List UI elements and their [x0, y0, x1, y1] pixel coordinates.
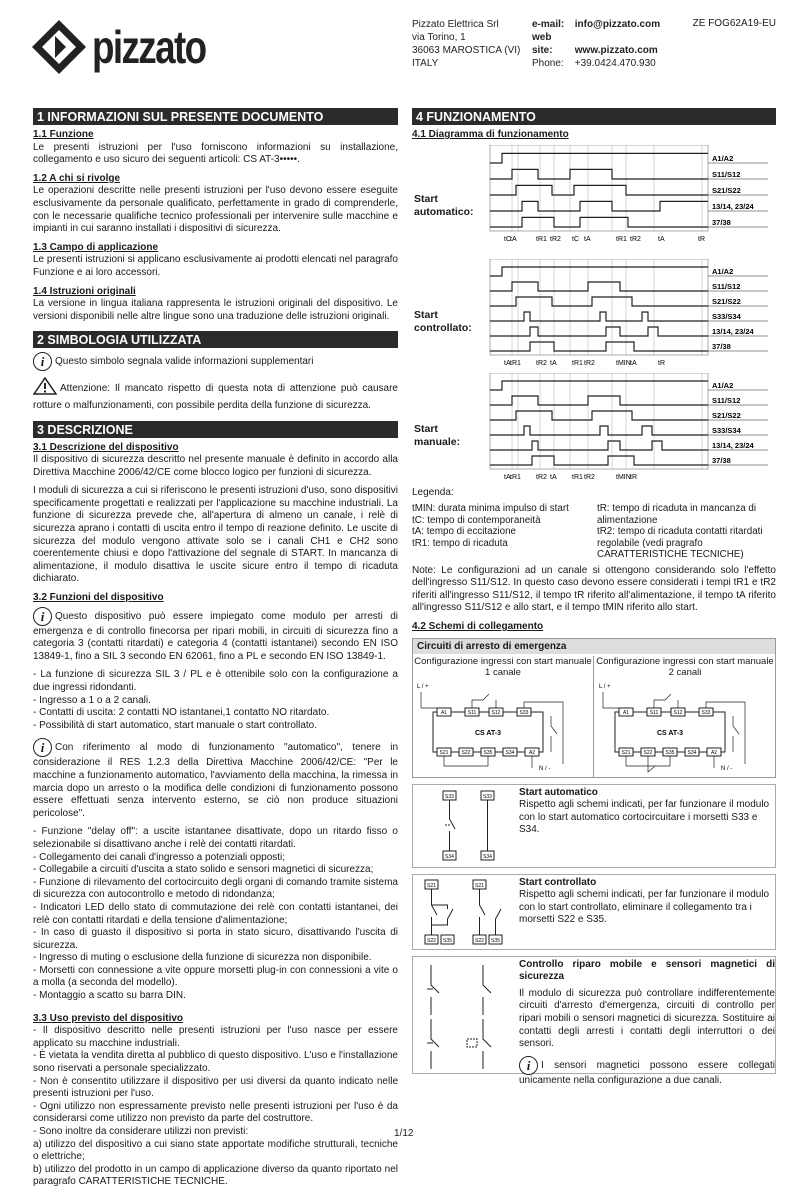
- signal-trace: [490, 426, 708, 435]
- signal-label: S21/S22: [712, 185, 741, 195]
- start-button-contact: [551, 716, 557, 752]
- term-s34: S34: [483, 853, 492, 860]
- signal-label: A1/A2: [712, 380, 734, 390]
- time-tick-label: tA: [504, 473, 511, 481]
- terminal-label: S11: [649, 709, 659, 716]
- wire: [603, 692, 626, 708]
- supply-plus-label: L / +: [417, 683, 429, 690]
- guard-sensors-info: I sensori magnetici possono essere collegati unicamente nella configurazione a due canali.: [519, 1059, 775, 1086]
- time-tick-label: tMIN: [616, 473, 631, 481]
- timing-diagram-manual: [412, 373, 776, 485]
- wiring-schematic-2: [595, 678, 775, 776]
- list-item: - Funzione "delay off": a uscite istantanee disattivate, dopo un ritardo fisso o selezionabile si disattivano anche i relè dei contatti ritardati.: [33, 826, 398, 850]
- time-tick-label: tR1: [572, 473, 583, 481]
- list-item: - Ingresso di muting o esclusione della funzione di sicurezza non disponibile.: [33, 952, 372, 964]
- terminal-label: A2: [710, 749, 718, 756]
- wire: [472, 694, 496, 708]
- diagram-label-line1: Start: [414, 308, 438, 321]
- terminal-label: S34: [687, 749, 697, 756]
- list-item: - Possibilità di start automatico, start manuale o start controllato.: [33, 719, 318, 731]
- para-3-1a: Il dispositivo di sicurezza descritto nel presente manuale è definito in accordo alla Direttiva Macchine 2006/42/CE come blocco logico per funzioni di sicurezza.: [33, 454, 398, 478]
- company-address: [412, 18, 520, 70]
- heading-4-2: 4.2 Schemi di collegamento: [412, 621, 544, 633]
- company-city: 36063 MAROSTICA (VI): [412, 45, 521, 56]
- term-s33: S33: [445, 793, 454, 800]
- timing-diagram-auto: [412, 145, 776, 257]
- time-tick-label: tR1: [510, 359, 521, 367]
- terminal-label: S21: [621, 749, 631, 756]
- time-tick-label: tA: [510, 235, 517, 243]
- info-icon: i: [33, 738, 52, 757]
- terminal-label: A1: [622, 709, 630, 716]
- info-icon: i: [33, 352, 52, 371]
- diagram-frame: [490, 145, 708, 231]
- list-item: - Indicatori LED dello stato di commutazione dei relè con contatti istantanei, dei relè con contatti ritardati e della tensione d'alimentazione;: [33, 901, 398, 926]
- module-label: CS AT-3: [474, 729, 502, 737]
- legend-item: tA: tempo di eccitazione: [412, 526, 517, 538]
- para-3-1b: I moduli di sicurezza a cui si riferiscono le presenti istruzioni d'uso, sono dispositivi specificamente progettati e realizzati per l'applicazione su macchine industriali. La funzione di sicurezza prevede che, all'apertura di almeno un canale, i relè di sicurezza aprano i contatti di uscita entro il tempo di reazione definito. Le uscite di sicurezza del modulo vengono attivate solo se i canali CH1 e CH2 sono coerentemente chiusi e dopo l'attivazione del segnale di START. In mancanza di alimentazione, il modulo disattiva le uscite sicure entro il tempo di ricaduta dichiarato.: [33, 485, 398, 585]
- start-controlled-title: Start controllato: [519, 876, 597, 888]
- para-1-4: La versione in lingua italiana rappresenta le istruzioni originali del dispositivo. Le versioni disponibili nelle altre lingue sono una traduzione delle istruzioni originali.: [33, 298, 398, 322]
- company-country: ITALY: [412, 58, 439, 69]
- wire: [648, 756, 655, 772]
- circuit-title: Circuiti di arresto di emergenza: [413, 639, 775, 654]
- list-item: - Montaggio a scatto su barra DIN.: [33, 990, 186, 1002]
- terminal-label: S35: [483, 749, 493, 756]
- page-number: 1/12: [394, 1128, 414, 1139]
- config-2-title: Configurazione ingressi con start manuale: [596, 655, 774, 667]
- heading-3-1: 3.1 Descrizione del dispositivo: [33, 441, 179, 453]
- box-start-controlled: [412, 874, 776, 950]
- terminal-label: S22: [643, 749, 653, 756]
- section-3-title: 3 DESCRIZIONE: [33, 421, 398, 438]
- legend-item: tC: tempo di contemporaneità: [412, 514, 541, 526]
- list-item: a) utilizzo del dispositivo a cui siano state apportate modifiche strutturali, tecniche o elettriche;: [33, 1138, 398, 1163]
- list-item: - Ingresso a 1 o a 2 canali.: [33, 694, 151, 706]
- signal-label: S11/S12: [712, 395, 741, 405]
- signal-label: S11/S12: [712, 281, 741, 291]
- signal-label: S11/S12: [712, 169, 741, 179]
- time-tick-label: tR1: [616, 235, 627, 243]
- diagram-label-line1: Start: [414, 422, 438, 435]
- list-item: - È vietata la vendita diretta al pubblico di questo dispositivo. L'uso e l'installazione sono riservati a personale specializzato.: [33, 1050, 398, 1075]
- diagram-label-line2: controllato:: [414, 321, 472, 334]
- box-start-auto: [412, 784, 776, 868]
- right-column: [412, 108, 776, 1086]
- timing-svg: [412, 373, 776, 485]
- time-tick-label: tR2: [630, 235, 641, 243]
- list-item: - Funzione di rilevamento del cortocircuito degli organi di comando tramite sistema di sicurezza con autocontrollo e metodo di ridondanza;: [33, 876, 398, 901]
- signal-label: A1/A2: [712, 266, 734, 276]
- terminal-label: S11: [467, 709, 477, 716]
- legend-item: tR2: tempo di ricaduta contatti ritardati regolabile (vedi pragrafo CARATTERISTICHE TECNICHE): [597, 526, 763, 561]
- term-s21: S21: [427, 882, 436, 889]
- timing-svg: [412, 145, 776, 257]
- terminal-label: S22: [461, 749, 471, 756]
- legend-item: tR: tempo di ricaduta in mancanza di alimentazione: [597, 503, 757, 526]
- signal-label: 13/14, 23/24: [712, 326, 754, 336]
- term-s35: S35: [491, 937, 500, 944]
- config-1-subtitle: 1 canale: [485, 666, 521, 678]
- para-3-2a: Questo dispositivo può essere impiegato come modulo per arresti di emergenza e di controllo finecorsa per ripari mobili, in circuiti di sicurezza fino a categoria 3 (contatti ritardati) e categoria 4 (contatti istantanei) secondo EN ISO 13849-1, fino a SIL 3 secondo EN 62061, fino a PL e secondo EN ISO 13849-1.: [33, 610, 398, 662]
- config-1-channel: [413, 656, 594, 778]
- signal-trace: [490, 342, 708, 351]
- phone-number: +39.0424.470.930: [574, 58, 656, 69]
- time-tick-label: tA: [584, 235, 591, 243]
- section-2-title: 2 SIMBOLOGIA UTILIZZATA: [33, 331, 398, 348]
- section-1-title: 1 INFORMAZIONI SUL PRESENTE DOCUMENTO: [33, 108, 398, 125]
- legend-item: tR1: tempo di ricaduta: [412, 537, 508, 549]
- info-icon: i: [33, 607, 52, 626]
- heading-1-4: 1.4 Istruzioni originali: [33, 285, 136, 297]
- time-tick-label: tR2: [550, 235, 561, 243]
- signal-label: 13/14, 23/24: [712, 440, 754, 450]
- terminal-label: A1: [440, 709, 448, 716]
- term-s22: S22: [427, 937, 436, 944]
- wire: [654, 694, 678, 708]
- diagram-frame: [490, 373, 708, 469]
- web-label: web site:: [532, 32, 553, 56]
- time-tick-label: tC: [572, 235, 579, 243]
- start-button-contact: [733, 716, 739, 752]
- signal-trace: [490, 411, 708, 420]
- heading-4-1: 4.1 Diagramma di funzionamento: [412, 129, 569, 140]
- company-contact: [532, 18, 660, 70]
- list-item: - Sono inoltre da considerare utilizzi non previsti:: [33, 1126, 249, 1137]
- time-tick-label: tR: [630, 473, 637, 481]
- signal-trace: [490, 297, 708, 306]
- terminal-label: S21: [439, 749, 449, 756]
- diagram-label-line2: manuale:: [414, 435, 461, 448]
- config-1-title: Configurazione ingressi con start manuale: [414, 655, 592, 667]
- terminal-label: S34: [505, 749, 515, 756]
- signal-trace: [490, 153, 708, 163]
- section-4-title: 4 FUNZIONAMENTO: [412, 108, 776, 125]
- heading-3-2: 3.2 Funzioni del dispositivo: [33, 592, 164, 604]
- signal-trace: [490, 267, 708, 276]
- signal-trace: [490, 282, 708, 291]
- terminal-label: S35: [665, 749, 675, 756]
- email-label: e-mail:: [532, 19, 565, 30]
- company-name: Pizzato Elettrica Srl: [412, 19, 499, 30]
- time-tick-label: tR2: [536, 359, 547, 367]
- intended-use-list: [33, 1025, 398, 1189]
- term-s35: S35: [443, 937, 452, 944]
- list-item: - Collegabile a circuiti d'uscita a stato solido e sensori magnetici di sicurezza;: [33, 864, 374, 876]
- signal-label: S21/S22: [712, 296, 741, 306]
- time-tick-label: tR2: [584, 473, 595, 481]
- signal-label: S21/S22: [712, 410, 741, 420]
- start-controlled-schematic: [413, 875, 513, 949]
- list-item: - Contatti di uscita: 2 contatti NO istantanei,1 contatto NO ritardato.: [33, 707, 330, 719]
- signal-trace: [490, 327, 708, 336]
- emergency-circuits-panel: [412, 638, 776, 778]
- para-1-2: Le operazioni descritte nelle presenti istruzioni per l'uso devono essere eseguite esclusivamente da personale qualificato, perfettamente in grado di comprenderle, con le necessarie qualifiche tecnico professionali per intervenire sulle macchine e impianti in cui saranno installati i dispositivi di sicurezza.: [33, 185, 398, 235]
- terminal-label: S12: [491, 709, 501, 716]
- signal-label: 37/38: [712, 455, 731, 465]
- term-s22: S22: [475, 937, 484, 944]
- list-item: - In caso di guasto il dispositivo si porta in stato sicuro, disattivando l'uscita di sicurezza.: [33, 927, 398, 951]
- list-item: - Collegamento dei canali d'ingresso a potenziali opposti;: [33, 851, 286, 863]
- wiring-schematic-1: [413, 678, 594, 776]
- signal-label: S33/S34: [712, 311, 741, 321]
- supply-minus-label: N / -: [539, 765, 551, 772]
- time-tick-label: tR1: [510, 473, 521, 481]
- config-2-channel: [595, 656, 775, 779]
- heading-1-3: 1.3 Campo di applicazione: [33, 241, 159, 253]
- heading-1-1: 1.1 Funzione: [33, 129, 94, 140]
- time-tick-label: tR1: [536, 235, 547, 243]
- list-item: - Non è consentito utilizzare il dispositivo per usi diversi da quanto indicato nelle presenti istruzioni per l'uso.: [33, 1075, 398, 1100]
- guard-sensor-schematic: [413, 957, 513, 1073]
- signal-label: 37/38: [712, 217, 731, 227]
- left-column: [33, 108, 398, 1189]
- start-auto-text: Rispetto agli schemi indicati, per far funzionare il modulo con lo start automatico cortocircuitare i morsetti S33 e S34.: [519, 799, 770, 836]
- list-item: - Morsetti con connessione a vite oppure morsetti plug-in con connessioni a vite o a molla (a seconda del modello).: [33, 964, 398, 989]
- phone-label: Phone:: [532, 58, 564, 69]
- para-3-2b: Con riferimento al modo di funzionamento "automatico", tenere in considerazione il RES 1.2.3 della Direttiva Macchine 2006/42/CE: "Per le macchine a funzionamento automatico, l'avviamento della macchina, la rimessa in marcia dopo un arresto o la modifica delle condizioni di funzionamento possono essere effettuati senza intervento esterno, se ciò non produce situazioni pericolose".: [33, 742, 398, 819]
- warning-icon: [33, 377, 57, 400]
- term-s34: S34: [445, 853, 454, 860]
- heading-3-3: 3.3 Uso previsto del dispositivo: [33, 1012, 184, 1024]
- info-symbol-text: Questo simbolo segnala valide informazioni supplementari: [55, 356, 314, 368]
- time-tick-label: tR2: [584, 359, 595, 367]
- signal-trace: [490, 396, 708, 405]
- time-tick-label: tMIN: [616, 359, 631, 367]
- info-icon: i: [519, 1056, 538, 1075]
- guard-sensors-title: Controllo riparo mobile e sensori magnetici di sicurezza: [519, 958, 775, 983]
- signal-trace: [490, 201, 708, 211]
- time-tick-label: tA: [550, 359, 557, 367]
- web-link[interactable]: www.pizzato.com: [574, 45, 658, 56]
- signal-trace: [490, 381, 708, 390]
- box-guard-sensors: [412, 956, 776, 1086]
- brand-wordmark: pizzato: [92, 21, 206, 73]
- signal-trace: [490, 169, 708, 179]
- time-tick-label: tR: [698, 235, 705, 243]
- diagram-label-line1: Start: [414, 192, 438, 205]
- list-item: - Ogni utilizzo non espressamente previsto nelle presenti istruzioni per l'uso è da considerarsi come utilizzo non previsto da parte del costruttore.: [33, 1100, 398, 1125]
- pizzato-logo: [30, 18, 210, 74]
- signal-trace: [490, 217, 708, 227]
- list-item: b) utilizzo del prodotto in un campo di applicazione diverso da quanto riportato nel paragrafo CARATTERISTICHE TECNICHE.: [33, 1163, 398, 1188]
- function-list-2: [33, 826, 398, 1002]
- para-1-1: Le presenti istruzioni per l'uso forniscono informazioni su installazione, collegamento e uso sicuro dei seguenti articoli: CS AT-3•••••.: [33, 141, 398, 166]
- legend: [412, 503, 776, 561]
- signal-label: S33/S34: [712, 425, 741, 435]
- guard-sensors-text: Il modulo di sicurezza può controllare indifferentemente circuiti d'arresto d'emergenza, circuiti di controllo per ripari mobili o sensori magnetici di sicurezza. Sostituire ai contatti degli arresti i contatti degli interruttori o dei sensori.: [519, 987, 775, 1050]
- para-1-3: Le presenti istruzioni si applicano esclusivamente ai prodotti elencati nel paragrafo Funzione e ai loro accessori.: [33, 254, 398, 278]
- page-header: [0, 0, 808, 100]
- time-tick-label: tA: [504, 359, 511, 367]
- start-auto-title: Start automatico: [519, 786, 598, 798]
- start-auto-schematic: [413, 785, 513, 867]
- terminal-label: S33: [701, 709, 711, 716]
- term-s33: S33: [483, 793, 492, 800]
- legend-item: tMIN: durata minima impulso di start: [412, 503, 569, 515]
- terminal-label: S33: [519, 709, 529, 716]
- supply-minus-label: N / -: [721, 765, 733, 772]
- document-code: ZE FOG62A19-EU: [692, 18, 776, 29]
- time-tick-label: tR1: [572, 359, 583, 367]
- time-tick-label: tA: [630, 359, 637, 367]
- time-tick-label: tR2: [536, 473, 547, 481]
- time-tick-label: tA: [550, 473, 557, 481]
- list-item: - Il dispositivo descritto nelle presenti istruzioni per l'uso nasce per essere applicato su macchine industriali.: [33, 1025, 398, 1049]
- signal-trace: [490, 456, 708, 465]
- legend-title: Legenda:: [412, 486, 454, 498]
- time-tick-label: tR: [658, 359, 665, 367]
- signal-label: A1/A2: [712, 153, 734, 163]
- warning-symbol-text: Attenzione: Il mancato rispetto di questa nota di attenzione può causare rotture o malfunzionamenti, con possibile perdita della funzione di sicurezza.: [33, 383, 398, 411]
- email-link[interactable]: info@pizzato.com: [574, 19, 661, 30]
- heading-1-2: 1.2 A chi si rivolge: [33, 172, 121, 184]
- wire: [421, 692, 444, 708]
- supply-plus-label: L / +: [599, 683, 611, 690]
- module-label: CS AT-3: [656, 729, 684, 737]
- note-paragraph: Note: Le configurazioni ad un canale si ottengono considerando solo l'effetto dell'ingresso S11/S12. In questo caso devono essere considerati i tempi tR1 e tR2 riferiti all'ingresso S11/S12, il tempo tR riferito all'alimentazione, il tempo tA riferito all'ingresso S11/S12 e allo start, e il tempo tMIN riferito allo start.: [412, 564, 776, 614]
- signal-trace: [490, 185, 708, 195]
- diagram-frame: [490, 259, 708, 355]
- signal-label: 37/38: [712, 341, 731, 351]
- start-controlled-text: Rispetto agli schemi indicati, per far funzionare il modulo con lo start controllato, eliminare il collegamento tra i morsetti S22 e S35.: [519, 889, 770, 926]
- function-list-1: [33, 669, 398, 732]
- signal-trace: [490, 441, 708, 450]
- time-tick-label: tA: [658, 235, 665, 243]
- legend-right: [591, 503, 776, 561]
- diagram-label-line2: automatico:: [414, 205, 474, 218]
- terminal-label: A2: [528, 749, 536, 756]
- timing-svg: [412, 259, 776, 371]
- terminal-label: S12: [673, 709, 683, 716]
- term-s21: S21: [475, 882, 484, 889]
- signal-trace: [490, 312, 708, 321]
- wire: [444, 756, 488, 766]
- signal-label: 13/14, 23/24: [712, 201, 754, 211]
- company-street: via Torino, 1: [412, 32, 466, 43]
- time-tick-label: tC: [504, 235, 511, 243]
- list-item: - La funzione di sicurezza SIL 3 / PL e è ottenibile solo con la configurazione a due ingressi ridondanti.: [33, 669, 398, 693]
- legend-left: [412, 503, 591, 561]
- timing-diagram-controlled: [412, 259, 776, 371]
- config-2-subtitle: 2 canali: [668, 666, 702, 678]
